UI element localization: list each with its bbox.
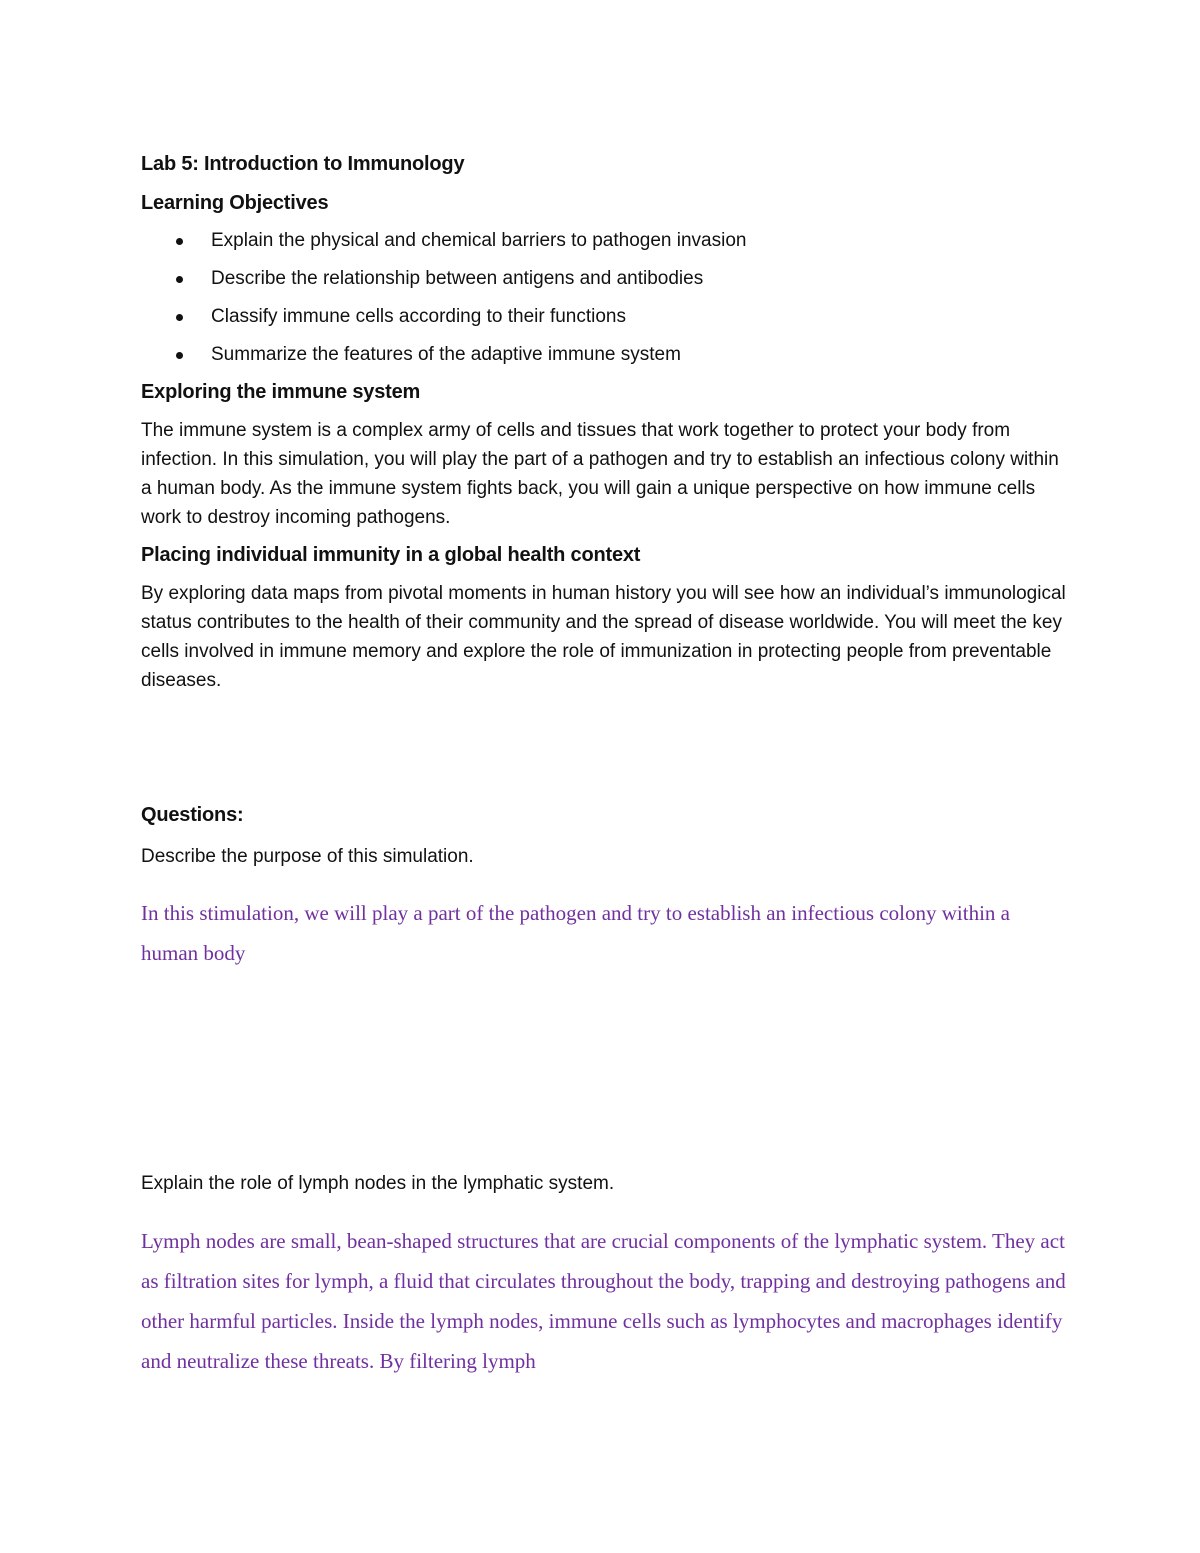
objectives-heading: Learning Objectives: [141, 192, 329, 214]
answer-2: Lymph nodes are small, bean-shaped structures that are crucial components of the lymphatic system. They act as filtration sites for lymph, a fluid that circulates throughout the body, trapping and destroying pathogens and other harmful particles. Inside the lymph nodes, immune cells such as lymphocytes and macrophages identify and neutralize these threats. By filtering lymph: [141, 1229, 1066, 1373]
document-title: Lab 5: Introduction to Immunology: [141, 153, 465, 175]
question-2: Explain the role of lymph nodes in the lymphatic system.: [141, 1173, 615, 1194]
objective-text: Describe the relationship between antigens and antibodies: [211, 268, 704, 289]
bullet-icon: [176, 352, 183, 359]
objective-text: Summarize the features of the adaptive immune system: [211, 344, 681, 365]
objective-text: Explain the physical and chemical barriers to pathogen invasion: [211, 230, 747, 251]
answer-1: In this stimulation, we will play a part of the pathogen and try to establish an infectious colony within a human body: [141, 901, 1010, 965]
question-1: Describe the purpose of this simulation.: [141, 846, 474, 867]
section-heading-exploring: Exploring the immune system: [141, 381, 421, 403]
list-item: [141, 340, 1071, 369]
list-item: [141, 264, 1071, 293]
section-heading-global-health: Placing individual immunity in a global health context: [141, 544, 641, 566]
objectives-list: [141, 226, 1071, 369]
section-body-global-health: By exploring data maps from pivotal moments in human history you will see how an individual’s immunological status contributes to the health of their community and the spread of disease worldwide. You will meet the key cells involved in immune memory and explore the role of immunization in protecting people from preventable diseases.: [141, 583, 1066, 691]
questions-heading: Questions:: [141, 804, 244, 826]
section-body-exploring: The immune system is a complex army of cells and tissues that work together to protect your body from infection. In this simulation, you will play the part of a pathogen and try to establish an infectious colony within a human body. As the immune system fights back, you will gain a unique perspective on how immune cells work to destroy incoming pathogens.: [141, 420, 1059, 528]
bullet-icon: [176, 238, 183, 245]
list-item: [141, 302, 1071, 331]
bullet-icon: [176, 276, 183, 283]
objective-text: Classify immune cells according to their functions: [211, 306, 627, 327]
document-body: [141, 150, 1071, 695]
bullet-icon: [176, 314, 183, 321]
list-item: [141, 226, 1071, 255]
